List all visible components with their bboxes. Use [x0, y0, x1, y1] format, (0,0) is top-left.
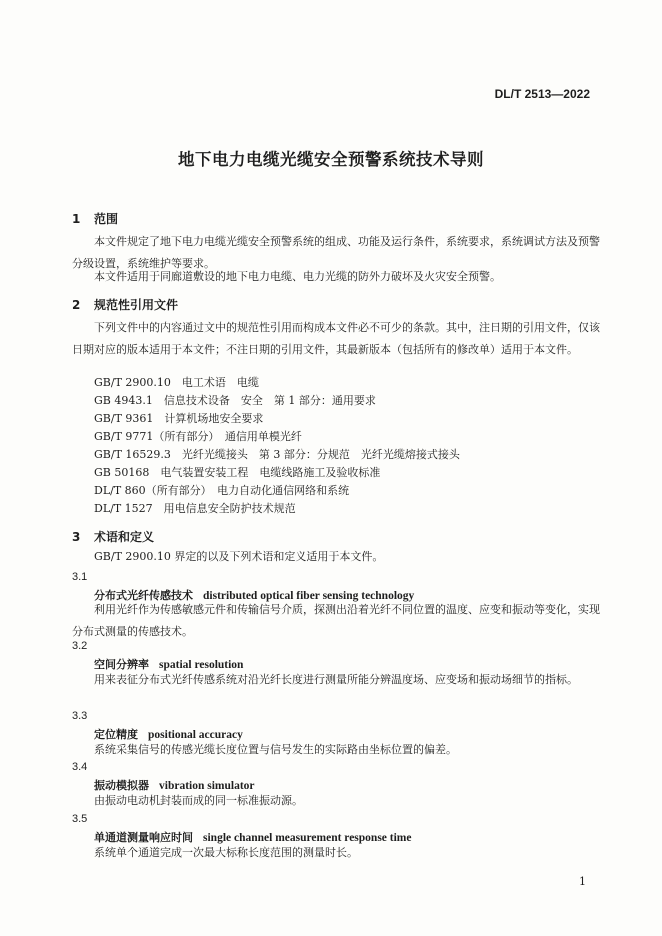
section-number: 2: [72, 298, 81, 312]
term-zh: 振动模拟器: [94, 779, 149, 792]
section-heading-scope: [72, 210, 118, 227]
term-definition: 用来表征分布式光纤传感系统对沿光纤长度进行测量所能分辨温度场、应变场和振动场细节的指标。: [94, 673, 578, 686]
term-en: spatial resolution: [159, 659, 244, 671]
term-definition: 利用光纤作为传感敏感元件和传输信号介质，探测出沿着光纤不同位置的温度、应变和振动等变化，实现分布式测量的传感技术。: [72, 603, 600, 638]
section-number: 3: [72, 530, 81, 544]
term-number: 3.4: [72, 761, 88, 773]
term-number: 3.3: [72, 710, 88, 722]
term-definition: 系统采集信号的传感光缆长度位置与信号发生的实际路由坐标位置的偏差。: [94, 743, 457, 756]
term-definition: 系统单个通道完成一次最大标称长度范围的测量时长。: [94, 846, 358, 859]
term-zh: 分布式光纤传感技术: [94, 589, 193, 602]
term-number: 3.1: [72, 571, 88, 583]
reference-item: GB/T 9361 计算机场地安全要求: [94, 412, 264, 425]
term-en: positional accuracy: [148, 729, 243, 741]
term-en: vibration simulator: [159, 780, 255, 792]
standard-number: DL/T 2513—2022: [494, 87, 590, 101]
section-title: 规范性引用文件: [94, 298, 179, 312]
reference-item: GB/T 9771（所有部分） 通信用单模光纤: [94, 430, 302, 443]
term-en: single channel measurement response time: [203, 832, 412, 844]
reference-item: GB 50168 电气装置安装工程 电缆线路施工及验收标准: [94, 466, 381, 479]
term-number: 3.2: [72, 640, 88, 652]
section-heading-normative: [72, 296, 178, 313]
scope-paragraph-1: 本文件规定了地下电力电缆光缆安全预警系统的组成、功能及运行条件，系统要求，系统调试方法及预警分级设置，系统维护等要求。: [72, 235, 600, 270]
document-title: 地下电力电缆光缆安全预警系统技术导则: [178, 150, 484, 169]
section-title: 术语和定义: [94, 530, 155, 544]
normative-intro: 下列文件中的内容通过文中的规范性引用而构成本文件必不可少的条款。其中，注日期的引用文件，仅该日期对应的版本适用于本文件；不注日期的引用文件，其最新版本（包括所有的修改单）适用于本文件。: [72, 321, 600, 356]
reference-item: GB/T 16529.3 光纤光缆接头 第 3 部分：分规范 光纤光缆熔接式接头: [94, 448, 460, 461]
reference-item: DL/T 860（所有部分） 电力自动化通信网络和系统: [94, 484, 350, 497]
page-number: 1: [579, 875, 586, 888]
reference-item: GB/T 2900.10 电工术语 电缆: [94, 376, 259, 389]
terms-intro: GB/T 2900.10 界定的以及下列术语和定义适用于本文件。: [94, 550, 384, 563]
term-en: distributed optical fiber sensing technology: [203, 590, 415, 602]
section-title: 范围: [94, 212, 119, 226]
term-zh: 定位精度: [94, 728, 138, 741]
reference-item: GB 4943.1 信息技术设备 安全 第 1 部分：通用要求: [94, 394, 376, 407]
term-zh: 空间分辨率: [94, 658, 149, 671]
reference-item: DL/T 1527 用电信息安全防护技术规范: [94, 502, 296, 515]
term-zh: 单通道测量响应时间: [94, 831, 193, 844]
section-heading-terms: [72, 528, 154, 545]
scope-paragraph-2: 本文件适用于同廊道敷设的地下电力电缆、电力光缆的防外力破坏及火灾安全预警。: [94, 270, 501, 283]
term-number: 3.5: [72, 813, 88, 825]
section-number: 1: [72, 212, 81, 226]
term-definition: 由振动电动机封装而成的同一标准振动源。: [94, 794, 303, 807]
